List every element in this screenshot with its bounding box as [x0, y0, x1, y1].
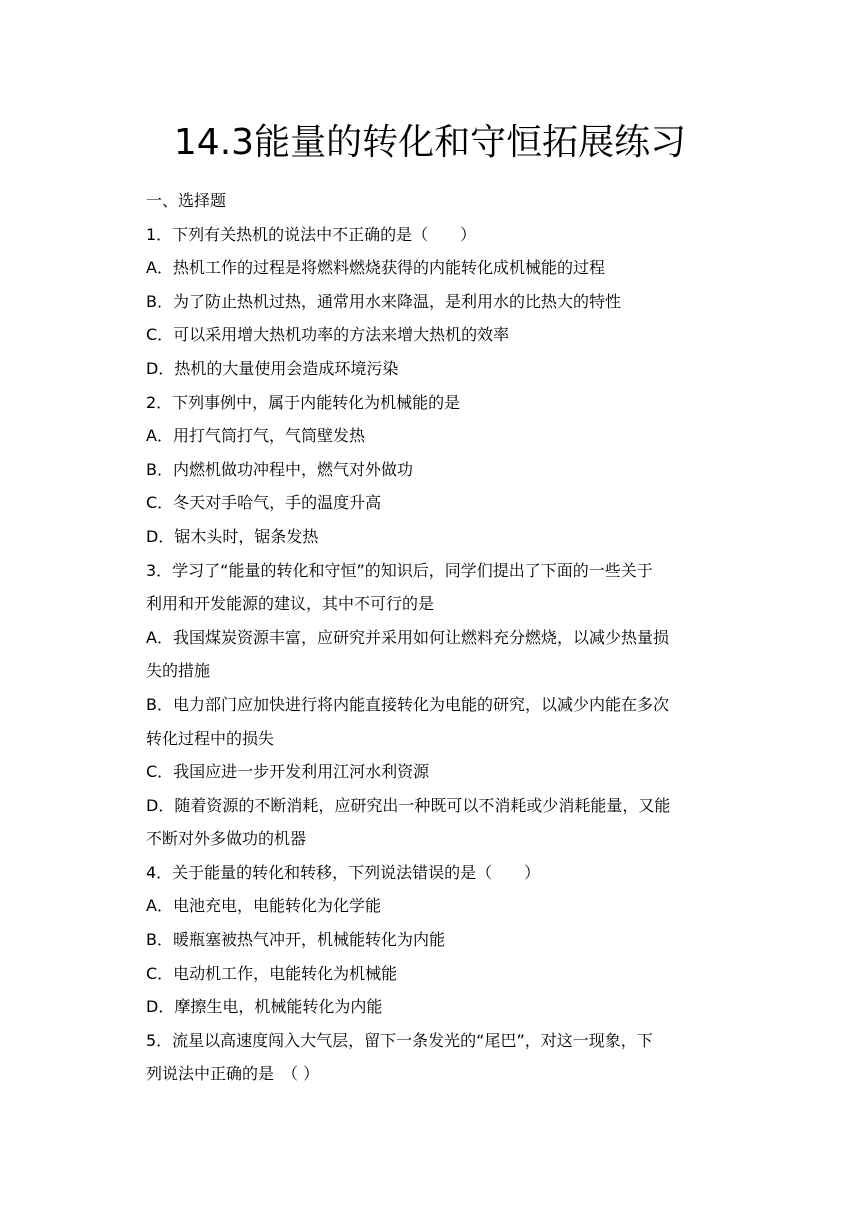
question-1: [146, 218, 726, 386]
option-b: [146, 285, 726, 319]
option-b: [146, 453, 726, 487]
document-title: 14.3能量的转化和守恒拓展练习: [173, 122, 687, 163]
option-c: [146, 957, 726, 991]
option-d: [146, 352, 726, 386]
option-a: [146, 419, 726, 453]
option-text: B．内燃机做功冲程中，燃气对外做功: [146, 459, 413, 479]
question-text: 1．下列有关热机的说法中不正确的是（ ）: [146, 224, 477, 244]
question-text: 4．关于能量的转化和转移，下列说法错误的是（ ）: [146, 862, 541, 882]
option-text: A．热机工作的过程是将燃料燃烧获得的内能转化成机械能的过程: [146, 258, 605, 278]
question-text: 5．流星以高速度闯入大气层，留下一条发光的“尾巴”，对这一现象，下: [146, 1030, 653, 1050]
option-d: [146, 520, 726, 554]
option-text: D．热机的大量使用会造成环境污染: [146, 358, 399, 378]
option-text: C．电动机工作，电能转化为机械能: [146, 963, 398, 983]
section-heading: 一、选择题: [146, 191, 227, 210]
option-b: [146, 923, 726, 957]
option-text: C．冬天对手哈气，手的温度升高: [146, 493, 382, 513]
option-b: [146, 688, 726, 755]
question-text-continued: 利用和开发能源的建议，其中不可行的是: [146, 594, 435, 614]
option-text-continued: 失的措施: [146, 661, 211, 681]
option-text: B．暖瓶塞被热气冲开，机械能转化为内能: [146, 930, 445, 950]
option-c: [146, 486, 726, 520]
option-text: C．可以采用增大热机功率的方法来增大热机的效率: [146, 325, 510, 345]
option-d: [146, 990, 726, 1024]
option-a: [146, 621, 726, 688]
question-4: [146, 856, 726, 1024]
option-text: C．我国应进一步开发利用江河水利资源: [146, 762, 430, 782]
option-a: [146, 889, 726, 923]
option-text: D．锯木头时，锯条发热: [146, 526, 319, 546]
option-text-continued: 转化过程中的损失: [146, 728, 275, 748]
question-text: 2．下列事例中，属于内能转化为机械能的是: [146, 392, 461, 412]
option-text: B．电力部门应加快进行将内能直接转化为电能的研究，以减少内能在多次: [146, 694, 669, 714]
question-5: [146, 1024, 726, 1091]
option-text: A．用打气筒打气，气筒壁发热: [146, 426, 365, 446]
option-text: A．电池充电，电能转化为化学能: [146, 896, 381, 916]
option-text-continued: 不断对外多做功的机器: [146, 829, 307, 849]
option-c: [146, 318, 726, 352]
option-a: [146, 251, 726, 285]
option-text: D．摩擦生电，机械能转化为内能: [146, 997, 383, 1017]
question-2: [146, 386, 726, 554]
option-c: [146, 755, 726, 789]
option-text: B．为了防止热机过热，通常用水来降温，是利用水的比热大的特性: [146, 291, 621, 311]
option-d: [146, 789, 726, 856]
question-3: [146, 554, 726, 856]
document-body: [146, 184, 726, 1091]
question-text: 3．学习了“能量的转化和守恒”的知识后，同学们提出了下面的一些关于: [146, 560, 653, 580]
option-text: A．我国煤炭资源丰富，应研究并采用如何让燃料充分燃烧，以减少热量损: [146, 627, 669, 647]
option-text: D．随着资源的不断消耗，应研究出一种既可以不消耗或少消耗能量，又能: [146, 795, 671, 815]
question-text-continued: 列说法中正确的是 （ ）: [146, 1064, 320, 1084]
